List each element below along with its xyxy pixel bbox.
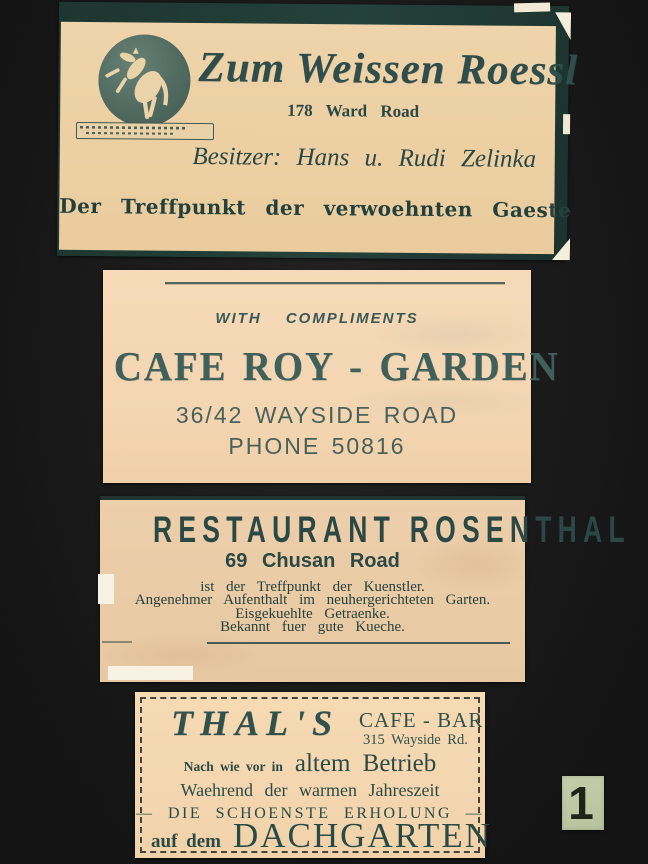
rearing-horse-icon	[98, 34, 191, 127]
body-line-small: Nach wie vor in	[183, 759, 283, 774]
page-number: 1	[568, 777, 594, 829]
white-horse-emblem-icon	[98, 34, 191, 127]
ad-cafe-roy-garden	[103, 270, 560, 483]
phone-line: PHONE 50816	[228, 433, 406, 459]
body-line: Angenehmer Aufenthalt im neuhergerichteten Garten.	[134, 592, 491, 609]
paper-sliver	[563, 114, 570, 134]
business-type: CAFE - BAR	[359, 708, 484, 732]
body-line: Bekannt fuer gute Kueche.	[220, 619, 405, 636]
ad-restaurant-rosenthal	[100, 496, 631, 682]
business-address: 36/42 WAYSIDE ROAD	[175, 402, 459, 428]
compliments-line: WITH COMPLIMENTS	[215, 310, 419, 327]
owner-line: Besitzer: Hans u. Rudi Zelinka	[192, 142, 537, 173]
ad-body-line: — DIE SCHOENSTE ERHOLUNG —	[135, 805, 485, 822]
body-line: Eisgekuehlte Getraenke.	[235, 605, 390, 622]
spacer	[287, 758, 291, 775]
ad-thals-cafe-bar	[135, 692, 492, 858]
ad-body-text	[100, 581, 525, 635]
body-line: ist der Treffpunkt der Kuenstler.	[200, 579, 425, 595]
body-line-small: auf dem	[151, 831, 221, 852]
ad-zum-weissen-roessl	[57, 2, 579, 260]
paper-damage-patch	[108, 666, 193, 680]
business-address: 69 Chusan Road	[225, 550, 400, 572]
business-title: THAL'S	[171, 703, 340, 743]
page-number-tag	[562, 776, 604, 830]
emblem-banner-ribbon	[76, 122, 214, 140]
ad-body-line	[135, 750, 485, 778]
divider-rule	[165, 282, 505, 284]
business-title: RESTAURANT ROSENTHAL	[152, 509, 631, 551]
business-title: CAFE ROY - GARDEN	[113, 343, 560, 389]
pen-dash-mark	[102, 641, 132, 643]
business-address: 315 Wayside Rd.	[363, 732, 468, 748]
paper-sliver	[555, 12, 571, 40]
body-line-big: altem Betrieb	[294, 750, 437, 777]
divider-rule	[207, 642, 510, 644]
paper-sliver	[514, 2, 550, 12]
business-title: Zum Weissen Roessl	[198, 43, 579, 95]
ad-body-line: Waehrend der warmen Jahreszeit	[180, 780, 440, 800]
ad-paper	[59, 22, 579, 254]
business-address: 178 Ward Road	[287, 100, 420, 121]
slogan-line: Der Treffpunkt der verwoehnten Gaeste	[59, 193, 572, 223]
paper-damage-patch	[98, 574, 114, 604]
body-line-big: DACHGARTEN	[232, 816, 492, 855]
ad-body-line	[151, 816, 492, 856]
spacer	[225, 834, 229, 851]
paper-sliver	[552, 238, 570, 260]
